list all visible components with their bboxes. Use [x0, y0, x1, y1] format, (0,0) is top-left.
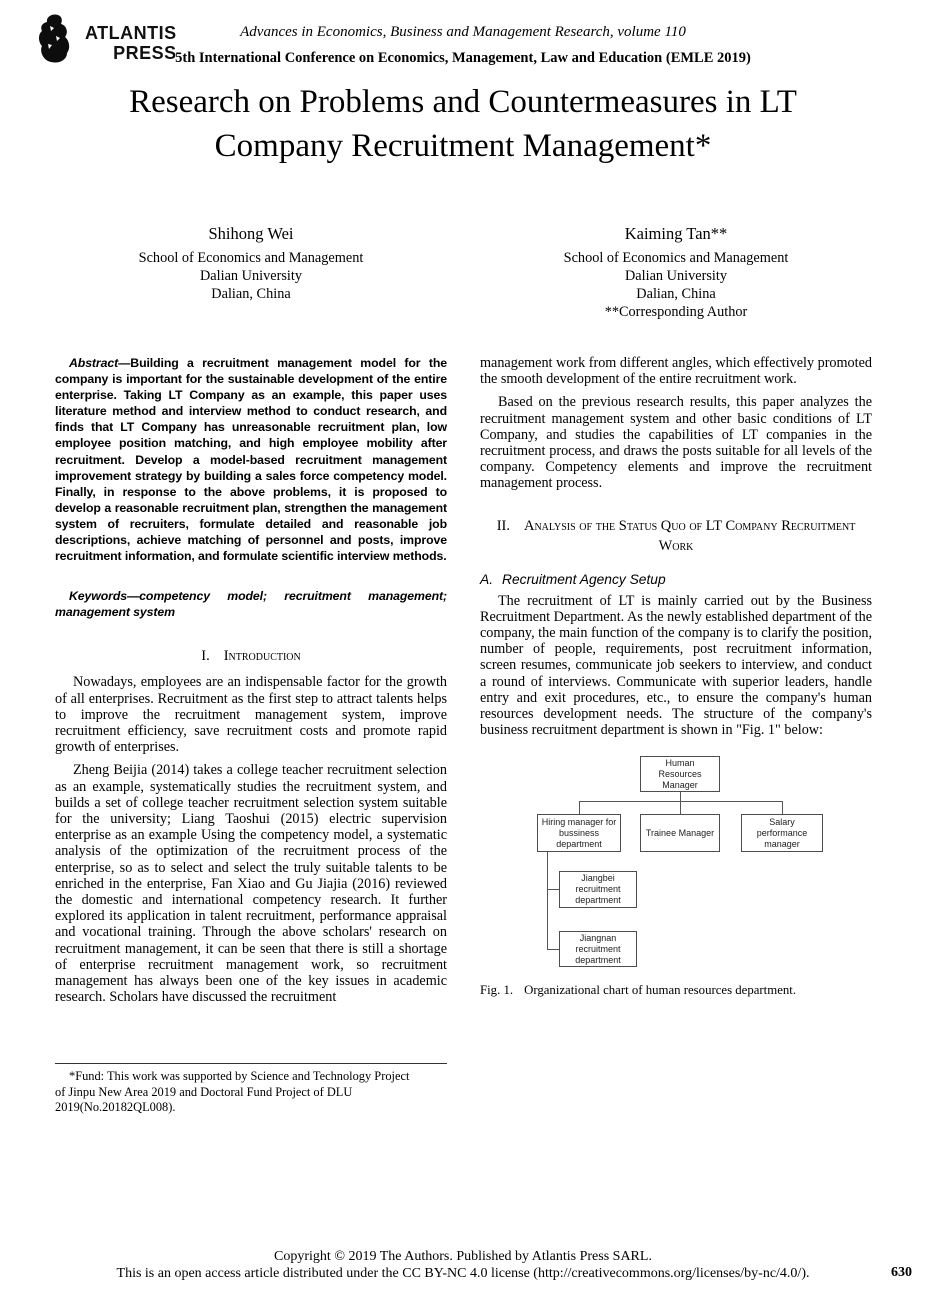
intro-paragraph-1: Nowadays, employees are an indispensable factor for the growth of all enterprises. Recruitment as the first step to attract talents helps to improve the recruitment management system, improve recruitment efficiency, save recruitment costs and promote rapid growth of enterprises. — [55, 674, 447, 756]
connector-stub-jiangbei — [547, 889, 559, 890]
org-node-trainee-manager: Trainee Manager — [640, 814, 720, 852]
author-2-affil-city: Dalian, China — [636, 286, 716, 302]
org-node-hr-manager: Human Resources Manager — [640, 756, 720, 792]
org-node-salary-manager: Salary performance manager — [741, 814, 823, 852]
section-2-number: II. — [496, 517, 510, 534]
section-1-title: Introduction — [223, 648, 301, 665]
connector-drop-trainee — [680, 801, 681, 814]
recruitment-agency-paragraph: The recruitment of LT is mainly carried out by the Business Recruitment Department. As the newly established department of the company, the main function of the company is to clarify the position, number of people, requirements, post recruitment information, screen resumes, communicate job seekers to interview, and conduct a round of interviews. Communicate with superior leaders, handle entry and exit procedures, etc., to ensure the company's human resources development needs. The structure of the company's business recruitment department is shown in "Fig. 1" below: — [480, 592, 873, 739]
org-node-jiangnan: Jiangnan recruitment department — [559, 931, 637, 967]
footnote-line-2: of Jinpu New Area 2019 and Doctoral Fund Project of DLU — [55, 1084, 353, 1099]
left-column — [55, 355, 447, 1012]
logo-line-atlantis: ATLANTIS — [85, 23, 177, 43]
author-1-affil-univ: Dalian University — [199, 268, 303, 284]
page-number: 630 — [891, 1265, 912, 1280]
license-line: This is an open access article distributed under the CC BY-NC 4.0 license (http://creativecommons.org/licenses/by-nc/4.0/). — [116, 1265, 810, 1281]
based-on-paragraph: Based on the previous research results, this paper analyzes the recruitment management system and other basic conditions of LT Company, and studies the capabilities of LT companies in the recruitment process, and draws the posts suitable for all levels of the company. Competency elements and improve the recruitment management process. — [480, 394, 872, 492]
paper-title-line2: Company Recruitment Management* — [214, 128, 712, 164]
connector-hiring-down — [547, 852, 548, 949]
author-1-name: Shihong Wei — [208, 224, 294, 243]
paper-title — [0, 80, 926, 168]
connector-horizontal — [579, 801, 783, 802]
author-1-affil-city: Dalian, China — [211, 286, 291, 302]
connector-hr-down — [680, 792, 681, 801]
abstract-text: —Building a recruitment management model for the company is important for the sustainable development of the entire enterprise. Taking LT Company as an example, this paper uses literature method and interview method to conduct research, and finds that LT Company has unreasonable recruitment plan, low employee position matching, and high employee mobility after recruitment. Develop a model-based recruitment management improvement strategy by building a sales force competency model. Finally, in response to the above problems, it is proposed to develop a reasonable recruitment plan, strengthen the management system of recruiters, formulate detailed and reasonable job descriptions, achieve matching of personnel and posts, improve recruitment information, and formulate scientific interview methods. — [55, 356, 447, 564]
footnote-line-1: *Fund: This work was supported by Science and Technology Project — [69, 1069, 410, 1083]
org-node-jiangbei: Jiangbei recruitment department — [559, 871, 637, 908]
author-2-corresponding: **Corresponding Author — [604, 304, 748, 320]
conference-line: 5th International Conference on Economics, Management, Law and Education (EMLE 2019) — [175, 50, 751, 66]
subsection-a-number: A. — [480, 571, 494, 587]
intro-paragraph-2: Zheng Beijia (2014) takes a college teacher recruitment selection as an example, systematically studies the recruitment system, and builds a set of college teacher recruitment selection system suitable for the university; Liang Taoshui (2015) electric supervision enterprise as an example Using the competency model, a systematic analysis of the optimization of the recruitment process of the enterprise, so as to select and select the truly suitable talents to be enriched in the enterprise, Fan Xiao and Gu Jiajia (2016) reviewed the domestic and international competency research. It further explored its application in talent recruitment, performance appraisal and vocational training. Through the above scholars' research on recruitment management, it can be seen that there is still a shortage of enterprise recruitment management work, so recruitment management has always been one of the key issues in academic research. Scholars have discussed the recruitment — [55, 762, 447, 1006]
right-column — [480, 355, 872, 998]
org-node-hiring-manager: Hiring manager for bussiness department — [537, 814, 621, 852]
keywords-label: Keywords — [69, 589, 127, 604]
connector-drop-salary — [782, 801, 783, 814]
keywords-text: —competency model; recruitment management; management system — [55, 589, 447, 620]
figure-1-org-chart — [480, 752, 872, 967]
section-2-heading — [480, 516, 872, 556]
footnote-line-3: 2019(No.20182QL008). — [55, 1100, 176, 1114]
author-1-affil-school: School of Economics and Management — [138, 250, 364, 266]
keywords-paragraph — [55, 588, 447, 620]
author-block-2 — [480, 224, 872, 321]
section-1-heading — [55, 646, 447, 666]
journal-volume-line: Advances in Economics, Business and Management Research, volume 110 — [240, 24, 686, 40]
connector-stub-jiangnan — [547, 949, 559, 950]
author-2-name: Kaiming Tan** — [624, 224, 728, 243]
section-1-number: I. — [201, 648, 210, 665]
copyright-line: Copyright © 2019 The Authors. Published by Atlantis Press SARL. — [274, 1249, 652, 1264]
fund-footnote — [55, 1063, 447, 1116]
figure-1-caption-text: Organizational chart of human resources department. — [524, 983, 797, 998]
author-2-affil-univ: Dalian University — [624, 268, 728, 284]
author-2-affil-school: School of Economics and Management — [563, 250, 789, 266]
subsection-a-heading — [480, 572, 872, 587]
page-footer — [0, 1249, 926, 1282]
author-block-1 — [55, 224, 447, 303]
section-2-title: Analysis of the Status Quo of LT Company Recruitment Work — [523, 517, 856, 554]
abstract-label: Abstract — [69, 356, 119, 370]
abstract-paragraph — [55, 355, 447, 564]
paper-title-line1: Research on Problems and Countermeasures in LT — [129, 84, 797, 120]
figure-1-caption-label: Fig. 1. — [480, 983, 514, 998]
connector-drop-hiring — [579, 801, 580, 814]
continuation-paragraph: management work from different angles, which effectively promoted the smooth development of the entire recruitment work. — [480, 355, 872, 388]
logo-line-press: PRESS — [113, 43, 177, 63]
subsection-a-title: Recruitment Agency Setup — [502, 571, 666, 587]
figure-1-caption — [480, 983, 872, 998]
